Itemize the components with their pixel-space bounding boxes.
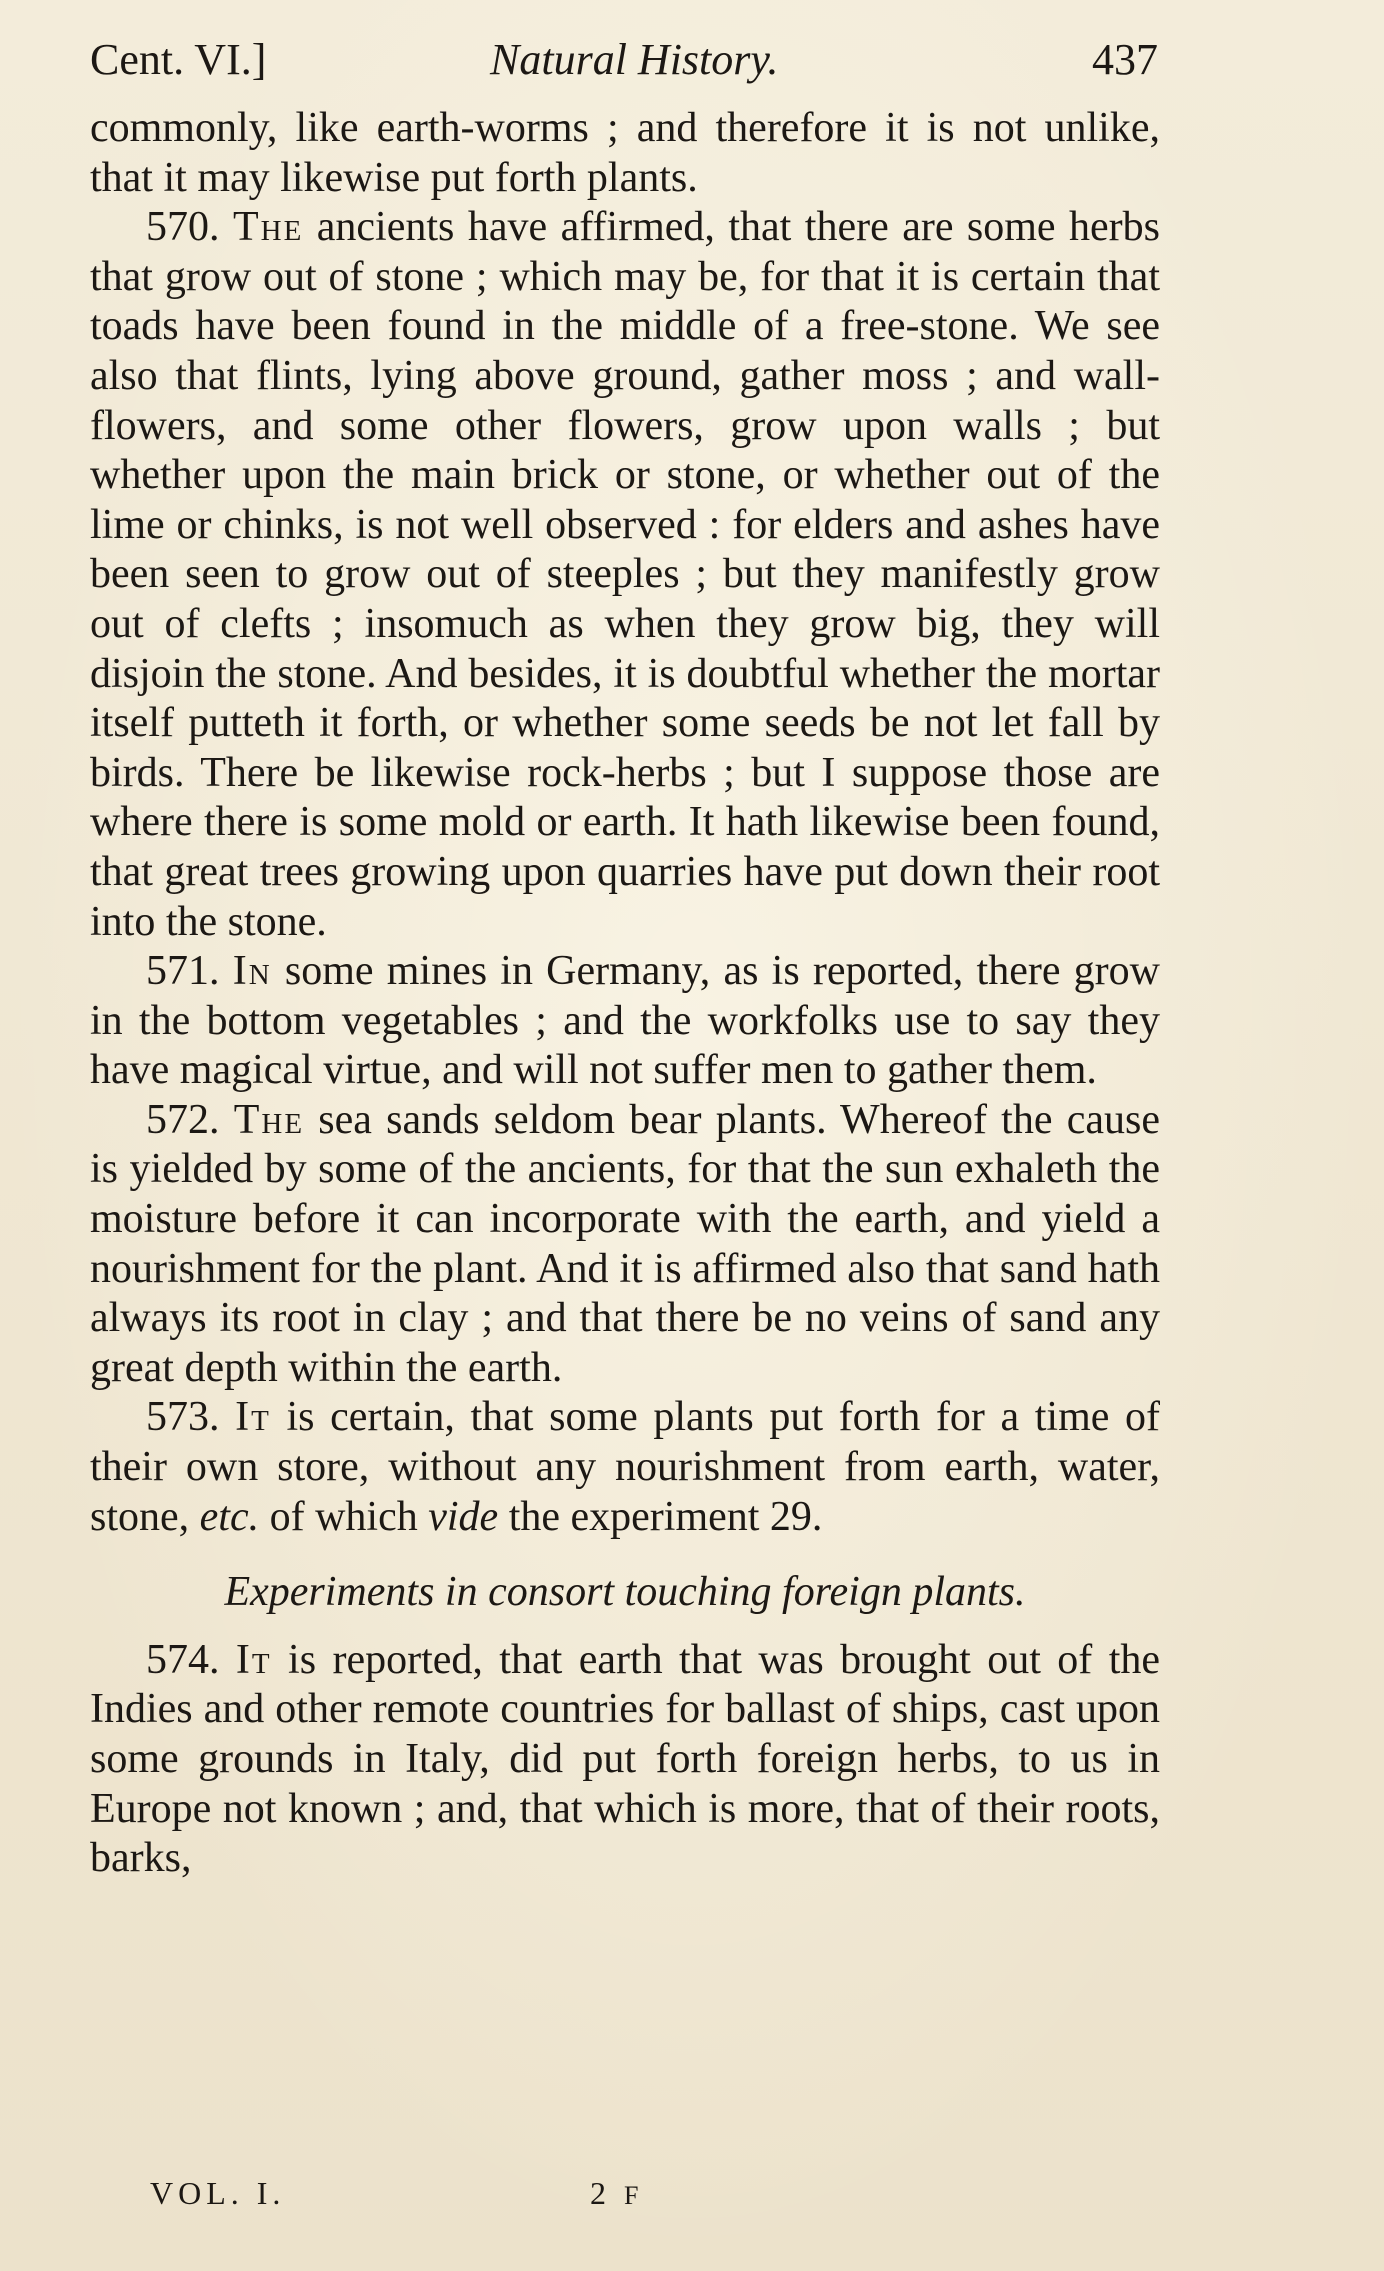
paragraph-number: 572.	[146, 1096, 220, 1143]
running-header	[90, 30, 1158, 90]
page-footer	[150, 2168, 750, 2218]
paragraph-lead-word: In	[232, 948, 272, 995]
paragraph-etc: etc.	[199, 1493, 260, 1540]
volume-mark: VOL. I.	[150, 2175, 286, 2211]
paragraph-572	[90, 1096, 1160, 1394]
paragraph-number: 570.	[146, 204, 220, 251]
header-century: Cent. VI.]	[90, 35, 267, 84]
paragraph-lead-word: The	[233, 1096, 305, 1143]
signature-letter: F	[624, 2181, 639, 2210]
body-text	[90, 104, 1160, 1884]
paragraph-574	[90, 1636, 1160, 1884]
paragraph-text: is reported, that earth that was brought out of the Indies and other remote countries for ballast of ships, cast upon some grounds in Italy, did put forth foreign herbs, to us in Europe not known ; and, that which is more, that of their roots, barks,	[90, 1636, 1161, 1882]
paragraph-lead-word: The	[232, 204, 304, 251]
paragraph-text: sea sands seldom bear plants. Whereof the cause is yielded by some of the ancients, for that the sun exhaleth the moisture before it can incorporate with the earth, and yield a nourishment for the plant. And it is affirmed also that sand hath always its root in clay ; and that there be no veins of sand any great depth within the earth.	[90, 1096, 1160, 1391]
paragraph-571	[90, 947, 1160, 1096]
paragraph-text: is certain, that some plants put forth for a time of their own store, without any nourishment from earth, water, stone,	[90, 1394, 1161, 1540]
paragraph-570	[90, 203, 1160, 947]
signature-mark	[590, 2168, 638, 2221]
paragraph-number: 573.	[146, 1394, 220, 1441]
signature-number: 2	[590, 2175, 611, 2211]
paragraph-573	[90, 1393, 1160, 1542]
continuation-text: commonly, like earth-worms ; and therefore it is not unlike, that it may likewise put forth plants.	[90, 105, 1160, 201]
paragraph-lead-word: It	[235, 1636, 272, 1683]
paragraph-vide: vide	[428, 1493, 499, 1540]
section-heading: Experiments in consort touching foreign plants.	[224, 1569, 1026, 1616]
paragraph-text: some mines in Germany, as is reported, there grow in the bottom vegetables ; and the workfolks use to say they have magical virtue, and will not suffer men to gather them.	[90, 948, 1160, 1094]
paragraph-text: of which	[269, 1493, 418, 1540]
paragraph-number: 571.	[146, 948, 220, 995]
paragraph-number: 574.	[146, 1636, 220, 1683]
paragraph-lead-word: It	[235, 1394, 271, 1441]
paragraph-continuation	[90, 104, 1160, 203]
paragraph-text: the experiment 29.	[508, 1493, 823, 1540]
paragraph-text: ancients have affirmed, that there are some herbs that grow out of stone ; which may be, for that it is certain that toads have been found in the middle of a free-stone. We see also that flints, lying above ground, gather moss ; and wall-flowers, and some other flowers, grow upon walls ; but whether upon the main brick or stone, or whether out of the lime or chinks, is not well observed : for elders and ashes have been seen to grow out of steeples ; but they manifestly grow out of clefts ; insomuch as when they grow big, they will disjoin the stone. And besides, it is doubtful whether the mortar itself putteth it forth, or whether some seeds be not let fall by birds. There be likewise rock-herbs ; but I suppose those are where there is some mold or earth. It hath likewise been found, that great trees growing upon quarries have put down their root into the stone.	[90, 204, 1161, 945]
header-title: Natural History.	[490, 35, 779, 84]
page-number: 437	[1092, 35, 1158, 84]
